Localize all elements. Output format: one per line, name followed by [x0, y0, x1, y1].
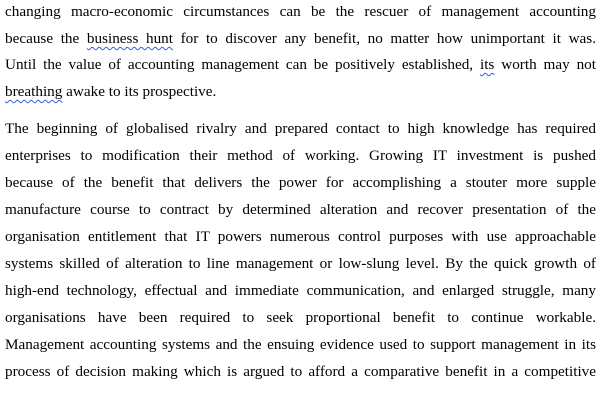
text-line: because of the benefit that delivers the power for accomplishing a stouter more supple [5, 174, 596, 191]
text-segment: Until the value of accounting management can be positively established, [5, 56, 480, 73]
text-line [5, 27, 596, 51]
text-line: The beginning of globalised rivalry and prepared contact to high knowledge has required [5, 120, 596, 137]
text-line: changing macro-economic circumstances can be the rescuer of management accounting [5, 3, 596, 20]
text-segment: because the [5, 30, 87, 47]
text-line: organisations have been required to seek proportional benefit to continue workable. [5, 309, 596, 326]
text-line: process of decision making which is argued to afford a comparative benefit in a competitive [5, 363, 596, 380]
text-line [5, 53, 596, 77]
text-line: organisation entitlement that IT powers numerous control purposes with use approachable [5, 228, 596, 245]
text-line: systems skilled of alteration to line management or low-slung level. By the quick growth of [5, 255, 596, 272]
text-segment: awake to its prospective. [62, 83, 217, 100]
grammar-flag[interactable]: its [479, 56, 495, 73]
grammar-flag[interactable]: business hunt [86, 30, 173, 47]
text-line [5, 80, 596, 104]
text-line: enterprises to modification their method of working. Growing IT investment is pushed [5, 147, 596, 164]
text-segment: for to discover any benefit, no matter how unimportant it was. [172, 30, 596, 47]
text-line: manufacture course to contract by determined alteration and recover presentation of the [5, 201, 596, 218]
text-line: Management accounting systems and the ensuing evidence used to support management in its [5, 336, 596, 353]
text-line: high-end technology, effectual and immediate communication, and enlarged struggle, many [5, 282, 596, 299]
grammar-flag[interactable]: breathing [5, 83, 63, 100]
text-segment: worth may not [494, 56, 596, 73]
